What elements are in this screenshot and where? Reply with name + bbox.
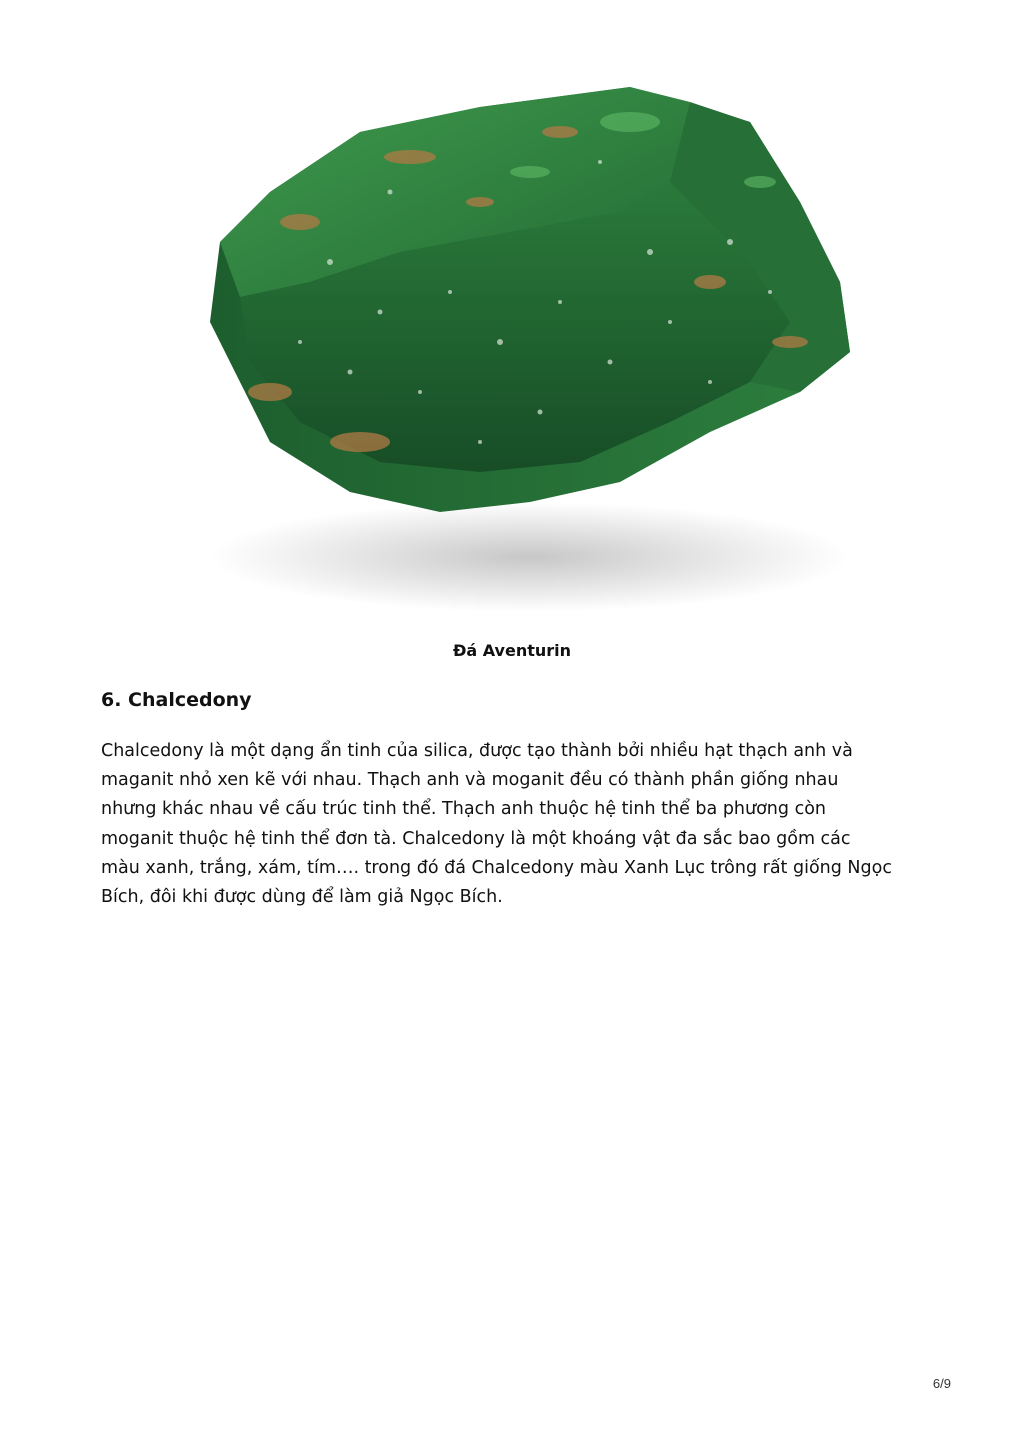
paragraph-line: nhưng khác nhau về cấu trúc tinh thể. Thạch anh thuộc hệ tinh thể ba phương còn	[101, 799, 826, 820]
paragraph-line: màu xanh, trắng, xám, tím…. trong đó đá Chalcedony màu Xanh Lục trông rất giống Ngọc	[101, 857, 892, 878]
page-number: 6/9	[932, 1376, 951, 1391]
aventurine-stone-image	[150, 62, 874, 628]
paragraph-line: Chalcedony là một dạng ẩn tinh của silica, được tạo thành bởi nhiều hạt thạch anh và	[101, 741, 853, 761]
paragraph-line: Bích, đôi khi được dùng để làm giả Ngọc Bích.	[101, 887, 503, 908]
paragraph-line: maganit nhỏ xen kẽ với nhau. Thạch anh và moganit đều có thành phần giống nhau	[101, 770, 839, 791]
paragraph-line: moganit thuộc hệ tinh thể đơn tà. Chalcedony là một khoáng vật đa sắc bao gồm các	[101, 828, 851, 849]
section-heading: 6. Chalcedony	[101, 689, 252, 711]
figure-caption: Đá Aventurin	[452, 641, 572, 660]
section-paragraph	[101, 737, 933, 912]
